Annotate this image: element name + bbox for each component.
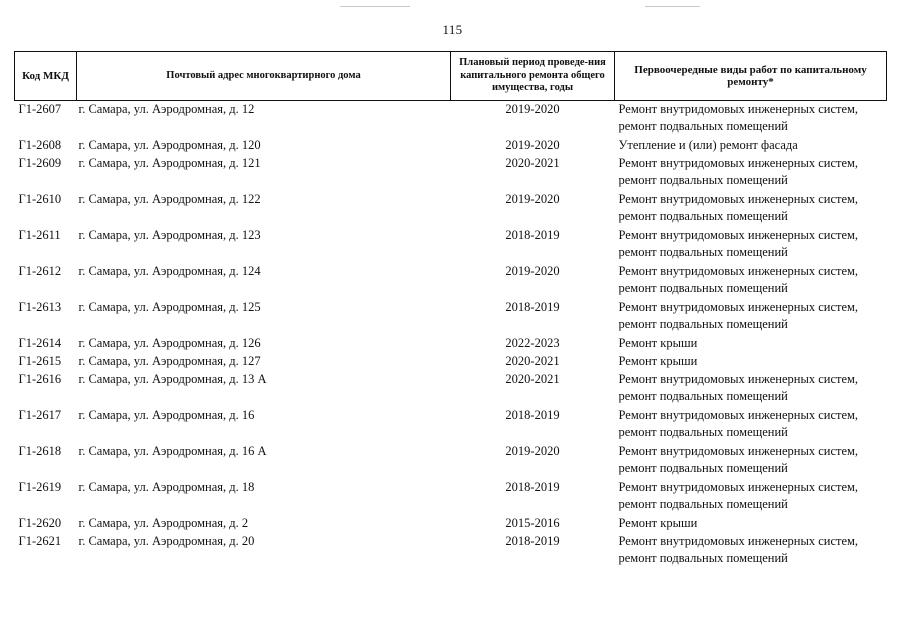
repair-work-line: Ремонт внутридомовых инженерных систем,: [618, 480, 859, 494]
mkd-code: Г1-2617: [18, 408, 62, 422]
repair-work-line: Ремонт крыши: [618, 336, 698, 350]
repair-work-types: [615, 515, 887, 533]
repair-work-types: [615, 101, 887, 138]
repair-work-types: [615, 191, 887, 227]
page-number: 115: [442, 22, 463, 37]
table-row: [15, 137, 887, 155]
mkd-code: Г1-2610: [18, 192, 62, 206]
mkd-address: г. Самара, ул. Аэродромная, д. 18: [78, 480, 255, 494]
mkd-code: Г1-2611: [18, 228, 61, 242]
repair-work-line: Ремонт крыши: [618, 354, 698, 368]
repair-work-line: Утепление и (или) ремонт фасада: [618, 138, 798, 152]
repair-work-types: [615, 155, 887, 191]
mkd-code: Г1-2616: [18, 372, 62, 386]
header-work: Первоочередные виды работ по капитальному ремонту*: [615, 52, 887, 101]
mkd-address: г. Самара, ул. Аэродромная, д. 122: [78, 192, 261, 206]
table-row: [15, 101, 887, 138]
repair-work-types: [615, 533, 887, 569]
repair-work-types: [615, 407, 887, 443]
table-row: [15, 155, 887, 191]
repair-work-line: Ремонт внутридомовых инженерных систем,: [618, 408, 859, 422]
repair-work-line: Ремонт внутридомовых инженерных систем,: [618, 372, 859, 386]
mkd-code: Г1-2607: [18, 102, 62, 116]
repair-work-types: [615, 353, 887, 371]
repair-work-types: [615, 335, 887, 353]
repair-work-types: [615, 227, 887, 263]
repair-work-line: ремонт подвальных помещений: [618, 388, 788, 403]
header-period: Плановый период проведе-ния капитального ремонта общего имущества, годы: [451, 52, 615, 101]
repair-work-line: ремонт подвальных помещений: [618, 496, 788, 511]
scan-artifact-line: [340, 6, 410, 7]
mkd-address: г. Самара, ул. Аэродромная, д. 120: [78, 138, 261, 152]
repair-work-types: [615, 371, 887, 407]
mkd-code: Г1-2608: [18, 138, 62, 152]
header-code: Код МКД: [15, 52, 77, 101]
mkd-address: г. Самара, ул. Аэродромная, д. 127: [78, 354, 261, 368]
repair-work-line: Ремонт внутридомовых инженерных систем,: [618, 264, 859, 278]
mkd-address: г. Самара, ул. Аэродромная, д. 121: [78, 156, 261, 170]
repair-work-line: Ремонт крыши: [618, 516, 698, 530]
repair-work-types: [615, 479, 887, 515]
repair-period: 2019-2020: [505, 444, 560, 458]
repair-period: 2019-2020: [505, 138, 560, 152]
repair-period: 2018-2019: [505, 408, 560, 422]
repair-period: 2018-2019: [505, 480, 560, 494]
repair-period: 2015-2016: [505, 516, 560, 530]
table-row: [15, 263, 887, 299]
mkd-code: Г1-2621: [18, 534, 62, 548]
repair-work-line: Ремонт внутридомовых инженерных систем,: [618, 228, 859, 242]
repair-period: 2019-2020: [505, 264, 560, 278]
repair-work-line: Ремонт внутридомовых инженерных систем,: [618, 300, 859, 314]
header-address: Почтовый адрес многоквартирного дома: [77, 52, 451, 101]
mkd-address: г. Самара, ул. Аэродромная, д. 20: [78, 534, 255, 548]
repair-work-line: ремонт подвальных помещений: [618, 460, 788, 475]
mkd-code: Г1-2615: [18, 354, 62, 368]
mkd-code: Г1-2620: [18, 516, 62, 530]
repair-work-line: ремонт подвальных помещений: [618, 316, 788, 331]
repair-work-line: ремонт подвальных помещений: [618, 118, 788, 133]
repair-work-types: [615, 263, 887, 299]
repair-work-types: [615, 299, 887, 335]
mkd-address: г. Самара, ул. Аэродромная, д. 13 А: [78, 372, 267, 386]
repair-work-line: Ремонт внутридомовых инженерных систем,: [618, 534, 859, 548]
repair-work-line: Ремонт внутридомовых инженерных систем,: [618, 192, 859, 206]
repair-work-line: Ремонт внутридомовых инженерных систем,: [618, 444, 859, 458]
table-body: [15, 101, 887, 570]
mkd-address: г. Самара, ул. Аэродромная, д. 125: [78, 300, 261, 314]
table-row: [15, 353, 887, 371]
repair-period: 2020-2021: [505, 156, 560, 170]
mkd-code: Г1-2618: [18, 444, 62, 458]
table-header: [15, 52, 887, 101]
mkd-code: Г1-2609: [18, 156, 62, 170]
table-row: [15, 299, 887, 335]
mkd-address: г. Самара, ул. Аэродромная, д. 16 А: [78, 444, 267, 458]
mkd-address: г. Самара, ул. Аэродромная, д. 12: [78, 102, 255, 116]
repair-work-types: [615, 137, 887, 155]
mkd-code: Г1-2614: [18, 336, 62, 350]
mkd-address: г. Самара, ул. Аэродромная, д. 124: [78, 264, 261, 278]
mkd-address: г. Самара, ул. Аэродромная, д. 2: [78, 516, 249, 530]
table-row: [15, 191, 887, 227]
table-row: [15, 533, 887, 569]
repair-work-types: [615, 443, 887, 479]
table-row: [15, 227, 887, 263]
mkd-code: Г1-2612: [18, 264, 62, 278]
table-row: [15, 515, 887, 533]
repair-period: 2018-2019: [505, 534, 560, 548]
scan-artifact-line: [645, 6, 700, 7]
mkd-code: Г1-2613: [18, 300, 62, 314]
repair-period: 2019-2020: [505, 102, 560, 116]
table-row: [15, 335, 887, 353]
repair-work-line: ремонт подвальных помещений: [618, 424, 788, 439]
table-row: [15, 479, 887, 515]
table-row: [15, 443, 887, 479]
capital-repair-table: [14, 51, 887, 569]
repair-period: 2018-2019: [505, 300, 560, 314]
repair-work-line: Ремонт внутридомовых инженерных систем,: [618, 102, 859, 116]
table-row: [15, 407, 887, 443]
repair-work-line: ремонт подвальных помещений: [618, 280, 788, 295]
repair-period: 2022-2023: [505, 336, 560, 350]
repair-work-line: ремонт подвальных помещений: [618, 172, 788, 187]
repair-work-line: ремонт подвальных помещений: [618, 208, 788, 223]
mkd-address: г. Самара, ул. Аэродромная, д. 126: [78, 336, 261, 350]
repair-work-line: ремонт подвальных помещений: [618, 550, 788, 565]
repair-period: 2018-2019: [505, 228, 560, 242]
repair-work-line: Ремонт внутридомовых инженерных систем,: [618, 156, 859, 170]
repair-period: 2019-2020: [505, 192, 560, 206]
mkd-address: г. Самара, ул. Аэродромная, д. 16: [78, 408, 255, 422]
table-row: [15, 371, 887, 407]
mkd-address: г. Самара, ул. Аэродромная, д. 123: [78, 228, 261, 242]
repair-period: 2020-2021: [505, 372, 560, 386]
repair-period: 2020-2021: [505, 354, 560, 368]
mkd-code: Г1-2619: [18, 480, 62, 494]
repair-work-line: ремонт подвальных помещений: [618, 244, 788, 259]
